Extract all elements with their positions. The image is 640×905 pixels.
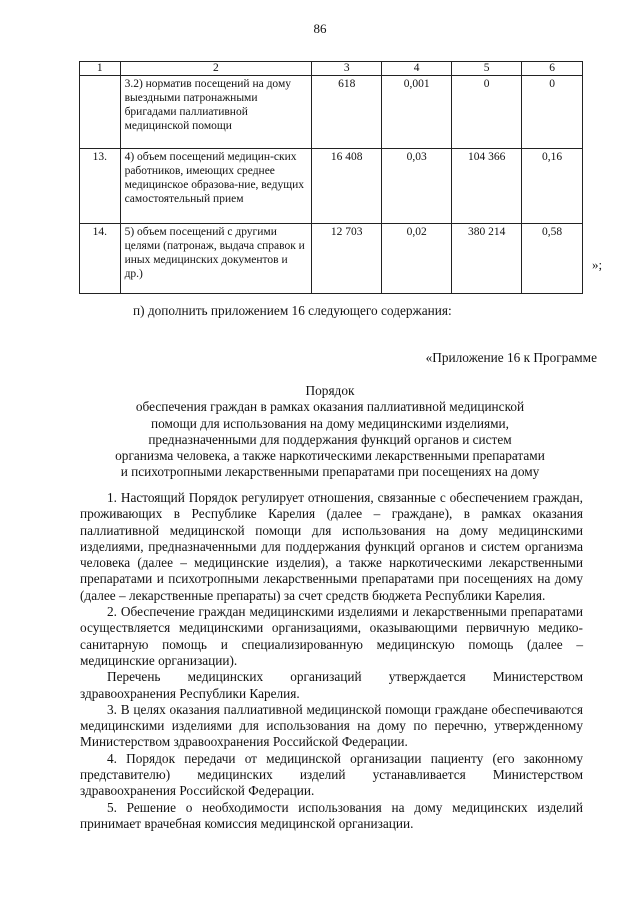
title-line: Порядок [305, 383, 355, 398]
body-text [80, 490, 583, 832]
appendix-reference: «Приложение 16 к Программе [425, 350, 597, 365]
table-row [80, 224, 583, 294]
row-value: 0,03 [382, 149, 452, 224]
header-cell: 1 [80, 62, 121, 76]
paragraph: 3. В целях оказания паллиативной медицинской помощи граждане обеспечиваются медицинскими изделиями для использования на дому по перечню, утвержденному Министерством здравоохранения Российской Федерации. [80, 701, 583, 750]
row-value: 12 703 [312, 224, 382, 294]
paragraph: 1. Настоящий Порядок регулирует отношения, связанные с обеспечением граждан, проживающих в Республике Карелия (далее – граждане), в рамках оказания паллиативной медицинской помощи для использования на дому медицинскими изделиями, предназначенными для поддержания функций органов и систем организма человека (далее – медицинские изделия), а также наркотическими лекарственными препаратами и психотропными лекарственными препаратами при посещениях на дому (далее – лекарственные препараты) за счет средств бюджета Республики Карелия. [80, 490, 583, 603]
header-cell: 6 [522, 62, 583, 76]
table-header-row [80, 62, 583, 76]
row-value: 0 [522, 76, 583, 149]
paragraph: 5. Решение о необходимости использования на дому медицинских изделий принимает врачебная комиссия медицинской организации. [80, 799, 583, 831]
row-value: 0,16 [522, 149, 583, 224]
title-line: организма человека, а также наркотическими лекарственными препаратами [115, 448, 545, 464]
title-line: и психотропными лекарственными препаратами при посещениях на дому [120, 464, 540, 480]
row-value: 104 366 [452, 149, 522, 224]
header-cell: 5 [452, 62, 522, 76]
normative-table [79, 61, 583, 294]
header-cell: 3 [312, 62, 382, 76]
table-close-quote: »; [592, 257, 603, 272]
row-value: 618 [312, 76, 382, 149]
row-value: 16 408 [312, 149, 382, 224]
title-line: помощи для использования на дому медицинскими изделиями, [150, 415, 509, 431]
row-value: 0 [452, 76, 522, 149]
row-name: 5) объем посещений с другими целями (патронаж, выдача справок и иных медицинских документов и др.) [120, 224, 312, 294]
table-row [80, 149, 583, 224]
row-number: 14. [80, 224, 121, 294]
row-name: 3.2) норматив посещений на дому выездными патронажными бригадами паллиативной медицинской помощи [120, 76, 312, 149]
title-line: предназначенными для поддержания функций органов и систем [148, 431, 512, 447]
row-name: 4) объем посещений медицин-ских работников, имеющих среднее медицинское образова-ние, ведущих самостоятельный прием [120, 149, 312, 224]
document-title [80, 383, 580, 481]
table-row [80, 76, 583, 149]
header-cell: 2 [120, 62, 312, 76]
paragraph: 2. Обеспечение граждан медицинскими изделиями и лекарственными препаратами осуществляется медицинскими организациями, оказывающими первичную медико-санитарную помощь и специализированную медицинскую помощь (далее – медицинские организации). [80, 604, 583, 668]
row-value: 0,58 [522, 224, 583, 294]
header-cell: 4 [382, 62, 452, 76]
row-value: 380 214 [452, 224, 522, 294]
row-value: 0,02 [382, 224, 452, 294]
amendment-text: п) дополнить приложением 16 следующего содержания: [133, 303, 452, 318]
paragraph: Перечень медицинских организаций утверждается Министерством здравоохранения Республики Карелия. [80, 669, 583, 701]
page-number: 86 [313, 21, 327, 36]
title-line: обеспечения граждан в рамках оказания паллиативной медицинской [135, 399, 525, 415]
row-number [80, 76, 121, 149]
paragraph: 4. Порядок передачи от медицинской организации пациенту (его законному представителю) медицинских изделий устанавливается Министерством здравоохранения Российской Федерации. [80, 750, 583, 799]
row-number: 13. [80, 149, 121, 224]
row-value: 0,001 [382, 76, 452, 149]
